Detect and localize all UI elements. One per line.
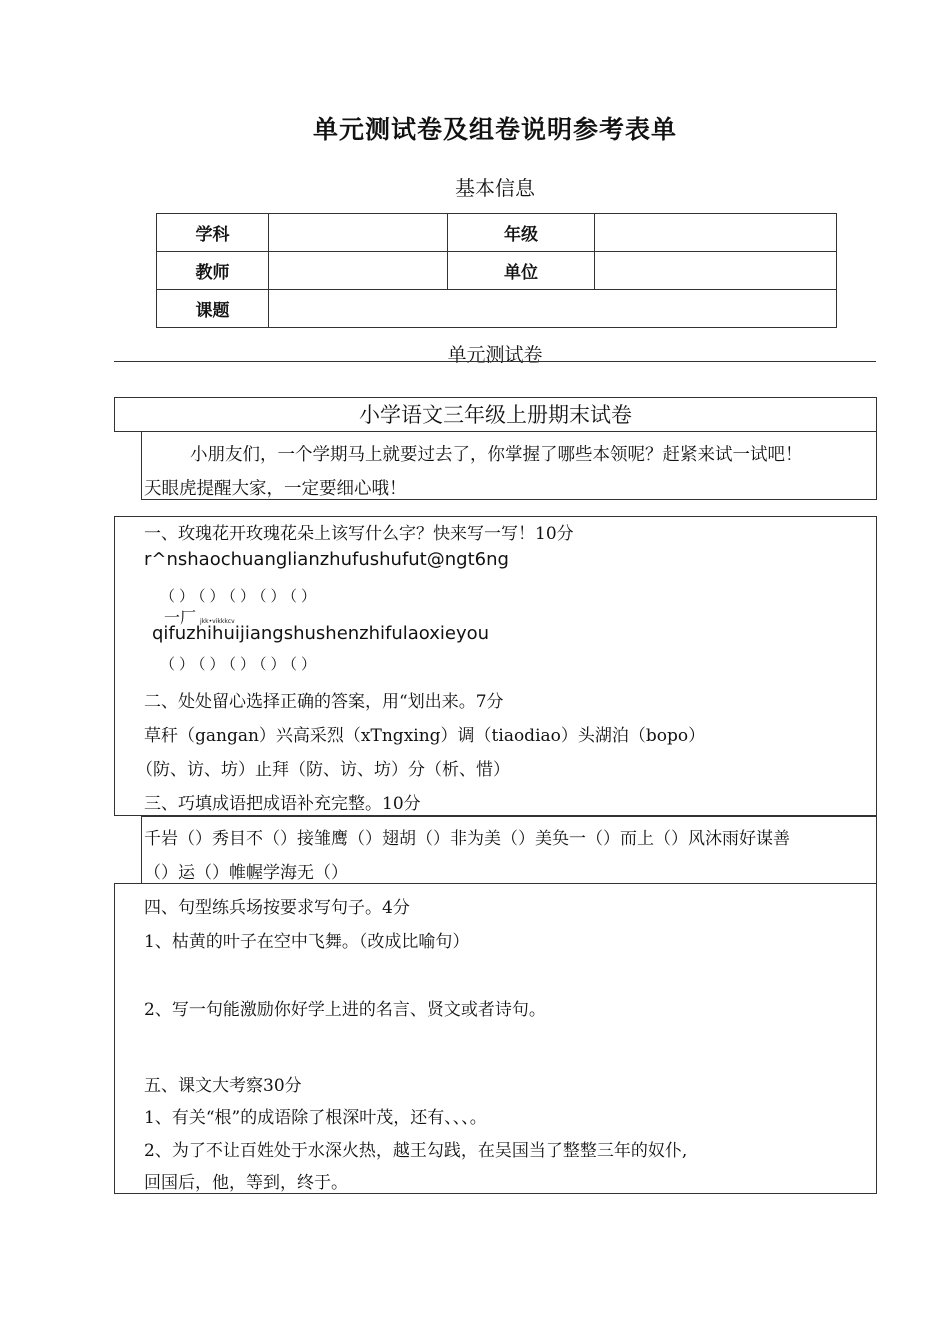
exam-title-box bbox=[114, 397, 877, 432]
basic-info-table bbox=[156, 213, 837, 328]
q2-title: 二、处处留心选择正确的答案，用“划出来。7分 bbox=[144, 692, 504, 712]
basic-info-heading: 基本信息 bbox=[455, 176, 535, 200]
grade-value-cell[interactable] bbox=[595, 214, 837, 252]
q4-title: 四、句型练兵场按要求写句子。4分 bbox=[144, 898, 410, 918]
topic-value-cell[interactable] bbox=[269, 290, 837, 328]
intro-text-line1: 小朋友们，一个学期马上就要过去了，你掌握了哪些本领呢？赶紧来试一试吧！ bbox=[190, 445, 803, 465]
exam-title: 小学语文三年级上册期末试卷 bbox=[359, 403, 632, 427]
unit-value-cell[interactable] bbox=[595, 252, 837, 290]
topic-label: 课题 bbox=[157, 290, 269, 328]
q1-pinyin-line2: qifuzhihuijiangshushenzhifulaoxieyou bbox=[152, 623, 490, 644]
q1-answer-blanks2[interactable]: （）（）（）（）（） bbox=[160, 655, 321, 673]
q1-answer-blanks1[interactable]: （）（）（）（）（） bbox=[160, 587, 321, 605]
q2-line2: （防、访、坊）止拜（防、访、坊）分（析、惜） bbox=[136, 760, 510, 780]
q1-noise-small: jkk•vikkkcv bbox=[200, 618, 235, 625]
q3-title: 三、巧填成语把成语补充完整。10分 bbox=[144, 794, 421, 814]
q5-item2: 2、为了不让百姓处于水深火热，越王勾践，在吴国当了整整三年的奴仆, bbox=[144, 1141, 688, 1161]
section-heading: 单元测试卷 bbox=[447, 344, 543, 366]
intro-text-line2: 天眼虎提醒大家，一定要细心哦！ bbox=[144, 479, 407, 499]
q1-pinyin-line1: r^nshaochuanglianzhufushufut@ngt6ng bbox=[144, 549, 509, 570]
table-row bbox=[157, 214, 837, 252]
q2-line1: 草秆（gangan）兴高采烈（xTngxing）调（tiaodiao）头湖泊（bopo） bbox=[144, 726, 706, 746]
q4-item2: 2、写一句能激励你好学上进的名言、贤文或者诗句。 bbox=[144, 1000, 546, 1020]
q3-line1: 千岩（）秀目不（）接雏鹰（）翅胡（）非为美（）美奂一（）而上（）风沐雨好谋善 bbox=[144, 829, 790, 849]
subject-label: 学科 bbox=[157, 214, 269, 252]
q1-title: 一、玫瑰花开玫瑰花朵上该写什么字？快来写一写！10分 bbox=[144, 524, 574, 544]
page-title: 单元测试卷及组卷说明参考表单 bbox=[312, 115, 677, 144]
q4-item1: 1、枯黄的叶子在空中飞舞。（改成比喻句） bbox=[144, 932, 470, 952]
unit-label: 单位 bbox=[448, 252, 595, 290]
q5-title: 五、课文大考察30分 bbox=[144, 1076, 302, 1096]
table-row bbox=[157, 252, 837, 290]
table-row bbox=[157, 290, 837, 328]
grade-label: 年级 bbox=[448, 214, 595, 252]
q5-item1: 1、有关“根”的成语除了根深叶茂，还有、、、。 bbox=[144, 1108, 487, 1128]
section-divider bbox=[114, 361, 876, 362]
teacher-label: 教师 bbox=[157, 252, 269, 290]
subject-value-cell[interactable] bbox=[269, 214, 448, 252]
teacher-value-cell[interactable] bbox=[269, 252, 448, 290]
q5-item2-continued: 回国后，他，等到，终于。 bbox=[144, 1173, 348, 1193]
q1-noise-mark: 一厂 bbox=[164, 608, 197, 627]
q3-line2: （）运（）帷幄学海无（） bbox=[144, 863, 348, 883]
